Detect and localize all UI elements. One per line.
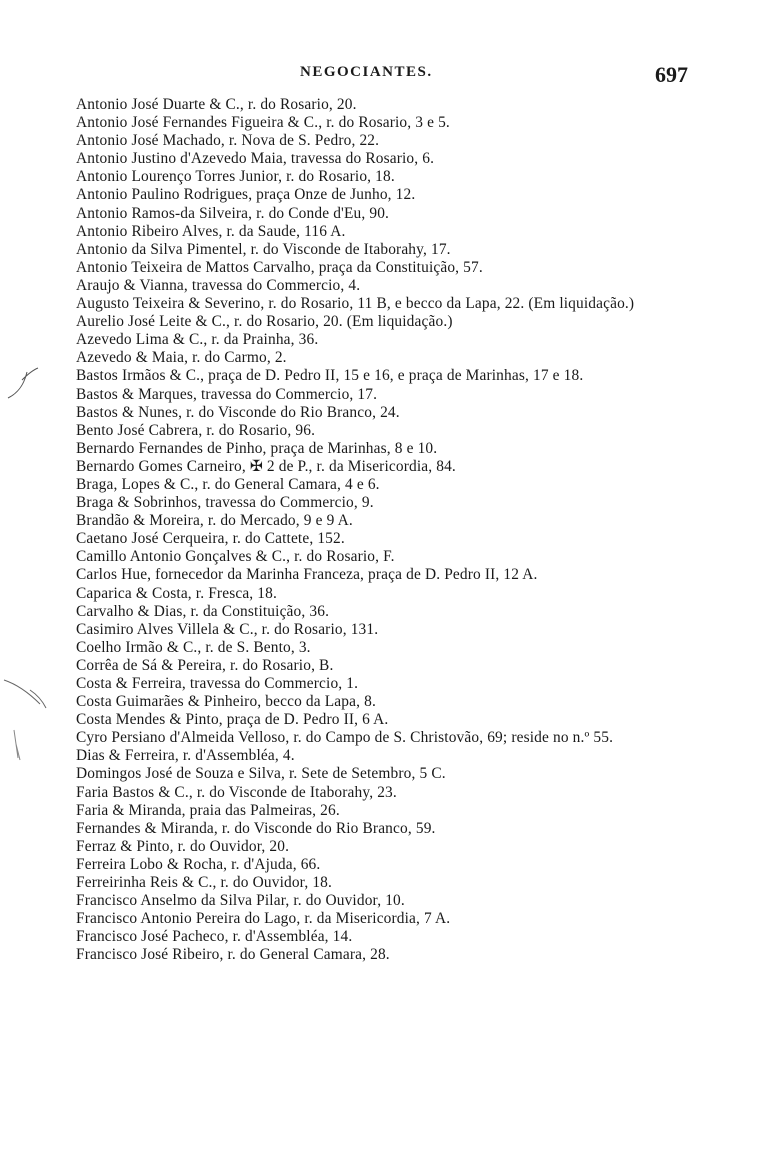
directory-entry: Carlos Hue, fornecedor da Marinha Franceza, praça de D. Pedro II, 12 A.	[76, 566, 538, 584]
directory-entry: Corrêa de Sá & Pereira, r. do Rosario, B.	[76, 656, 334, 674]
pencil-mark-3	[14, 730, 20, 760]
directory-entry: Antonio da Silva Pimentel, r. do Visconde de Itaborahy, 17.	[76, 240, 451, 258]
directory-entry: Brandão & Moreira, r. do Mercado, 9 e 9 A.	[76, 512, 353, 530]
directory-entry: Carvalho & Dias, r. da Constituição, 36.	[76, 602, 330, 620]
directory-entry: Ferraz & Pinto, r. do Ouvidor, 20.	[76, 837, 290, 855]
directory-entry: Antonio Ribeiro Alves, r. da Saude, 116 A.	[76, 222, 346, 240]
directory-entry: Bastos & Nunes, r. do Visconde do Rio Branco, 24.	[76, 403, 400, 421]
directory-entry: Antonio Ramos-da Silveira, r. do Conde d'Eu, 90.	[76, 204, 390, 222]
directory-entry: Antonio José Duarte & C., r. do Rosario, 20.	[76, 96, 357, 113]
directory-entry: Caetano José Cerqueira, r. do Cattete, 152.	[76, 530, 345, 548]
directory-entry: Azevedo Lima & C., r. da Prainha, 36.	[76, 331, 319, 349]
directory-entry: Costa & Ferreira, travessa do Commercio, 1.	[76, 675, 359, 692]
directory-entry: Bastos Irmãos & C., praça de D. Pedro II, 15 e 16, e praça de Marinhas, 17 e 18.	[76, 367, 584, 385]
margin-pencil-marks	[0, 0, 80, 780]
directory-entry: Aurelio José Leite & C., r. do Rosario, 20. (Em liquidação.)	[76, 313, 453, 331]
directory-entry: Francisco Anselmo da Silva Pilar, r. do Ouvidor, 10.	[76, 892, 405, 910]
directory-entry: Antonio José Fernandes Figueira & C., r. do Rosario, 3 e 5.	[76, 114, 450, 132]
directory-entry: Costa Mendes & Pinto, praça de D. Pedro II, 6 A.	[76, 711, 389, 729]
directory-entry: Bernardo Gomes Carneiro, ✠ 2 de P., r. da Misericordia, 84.	[76, 457, 456, 475]
directory-entry: Araujo & Vianna, travessa do Commercio, 4.	[76, 276, 361, 294]
directory-entry: Francisco José Pacheco, r. d'Assembléa, 14.	[76, 928, 353, 946]
directory-entry: Francisco José Ribeiro, r. do General Camara, 28.	[76, 946, 390, 964]
pencil-mark-2	[4, 680, 46, 708]
directory-entry: Casimiro Alves Villela & C., r. do Rosario, 131.	[76, 620, 379, 638]
directory-entry: Coelho Irmão & C., r. de S. Bento, 3.	[76, 638, 311, 656]
merchant-directory-list	[76, 96, 710, 965]
directory-entry: Caparica & Costa, r. Fresca, 18.	[76, 584, 277, 602]
directory-entry: Domingos José de Souza e Silva, r. Sete de Setembro, 5 C.	[76, 765, 446, 783]
directory-entry: Bernardo Fernandes de Pinho, praça de Marinhas, 8 e 10.	[76, 439, 438, 457]
directory-entry: Ferreirinha Reis & C., r. do Ouvidor, 18.	[76, 874, 333, 892]
directory-entry: Ferreira Lobo & Rocha, r. d'Ajuda, 66.	[76, 855, 321, 873]
directory-entry: Antonio Justino d'Azevedo Maia, travessa do Rosario, 6.	[76, 150, 435, 168]
page-number: 697	[655, 62, 688, 87]
page-header	[0, 62, 757, 92]
directory-entry: Faria Bastos & C., r. do Visconde de Itaborahy, 23.	[76, 783, 397, 801]
directory-entry: Faria & Miranda, praia das Palmeiras, 26.	[76, 801, 340, 819]
directory-entry: Augusto Teixeira & Severino, r. do Rosario, 11 B, e becco da Lapa, 22. (Em liquidação.)	[76, 295, 635, 313]
running-head-title: NEGOCIANTES.	[300, 64, 433, 80]
directory-entry: Antonio José Machado, r. Nova de S. Pedro, 22.	[76, 132, 380, 150]
directory-entry: Braga & Sobrinhos, travessa do Commercio, 9.	[76, 494, 374, 512]
directory-entry: Francisco Antonio Pereira do Lago, r. da Misericordia, 7 A.	[76, 910, 451, 928]
directory-entry: Dias & Ferreira, r. d'Assembléa, 4.	[76, 747, 295, 765]
directory-entry: Bento José Cabrera, r. do Rosario, 96.	[76, 421, 316, 439]
directory-entry: Costa Guimarães & Pinheiro, becco da Lapa, 8.	[76, 693, 376, 711]
directory-entry: Camillo Antonio Gonçalves & C., r. do Rosario, F.	[76, 548, 395, 566]
directory-entry: Bastos & Marques, travessa do Commercio, 17.	[76, 385, 378, 403]
directory-entry: Braga, Lopes & C., r. do General Camara, 4 e 6.	[76, 475, 380, 493]
directory-entry: Antonio Paulino Rodrigues, praça Onze de Junho, 12.	[76, 186, 416, 204]
directory-entry: Azevedo & Maia, r. do Carmo, 2.	[76, 349, 287, 367]
directory-entry: Cyro Persiano d'Almeida Velloso, r. do Campo de S. Christovão, 69; reside no n.º 55.	[76, 729, 614, 747]
directory-entry: Fernandes & Miranda, r. do Visconde do Rio Branco, 59.	[76, 819, 436, 837]
directory-entry: Antonio Teixeira de Mattos Carvalho, praça da Constituição, 57.	[76, 258, 483, 276]
directory-entry: Antonio Lourenço Torres Junior, r. do Rosario, 18.	[76, 168, 395, 186]
pencil-mark-1	[8, 368, 38, 398]
